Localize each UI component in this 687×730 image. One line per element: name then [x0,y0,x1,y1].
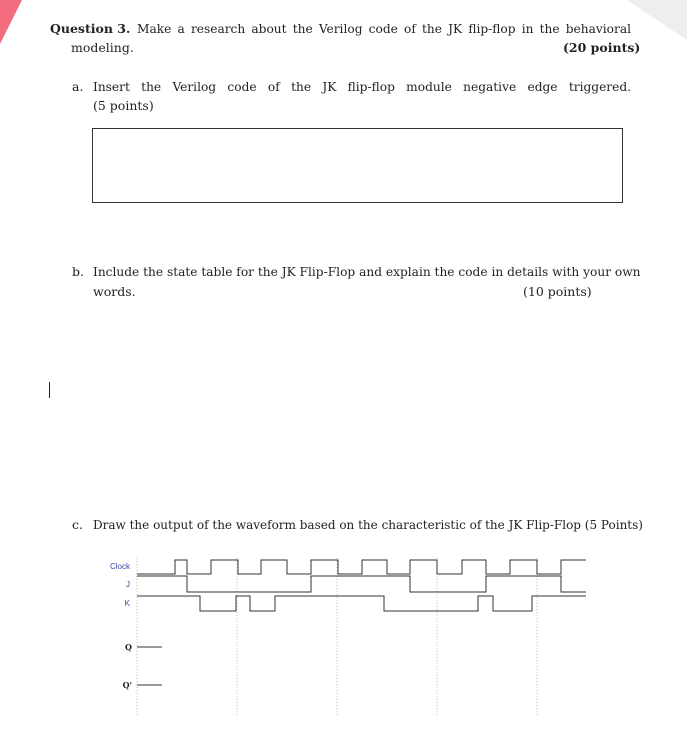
clock-label: Clock [109,562,130,571]
waveform-diagram [0,550,687,720]
j-label: J [126,580,130,589]
part-b-text: Include the state table for the JK Flip-Flop and explain the code in details with your own [93,265,641,279]
question-heading: Question 3. [50,21,131,36]
part-a-letter: a. [72,79,84,94]
q-prime-label: Q' [122,680,132,690]
question-text-line1: Make a research about the Verilog code of the JK flip-flop in the behavioral [137,22,631,36]
clock-waveform [137,560,586,574]
answer-box[interactable] [92,128,623,203]
question-points: (20 points) [563,40,641,55]
question-text-line2: modeling. [71,40,134,55]
decorative-corner [0,0,22,44]
k-waveform [137,596,586,611]
q-label: Q [125,642,132,652]
part-b-letter: b. [72,264,84,279]
part-a-points: (5 points) [93,98,154,113]
part-b-points: (10 points) [523,284,592,299]
part-c-text: Draw the output of the waveform based on the characteristic of the JK Flip-Flop (5 Points) [93,518,643,532]
k-label: K [124,599,130,608]
decorative-corner-shadow [627,0,687,40]
part-b-text-line2: words. [93,284,136,299]
part-c-letter: c. [72,517,83,532]
text-cursor [49,382,50,398]
part-a-text: Insert the Verilog code of the JK flip-flop module negative edge triggered. [93,80,631,94]
j-waveform [137,576,586,592]
